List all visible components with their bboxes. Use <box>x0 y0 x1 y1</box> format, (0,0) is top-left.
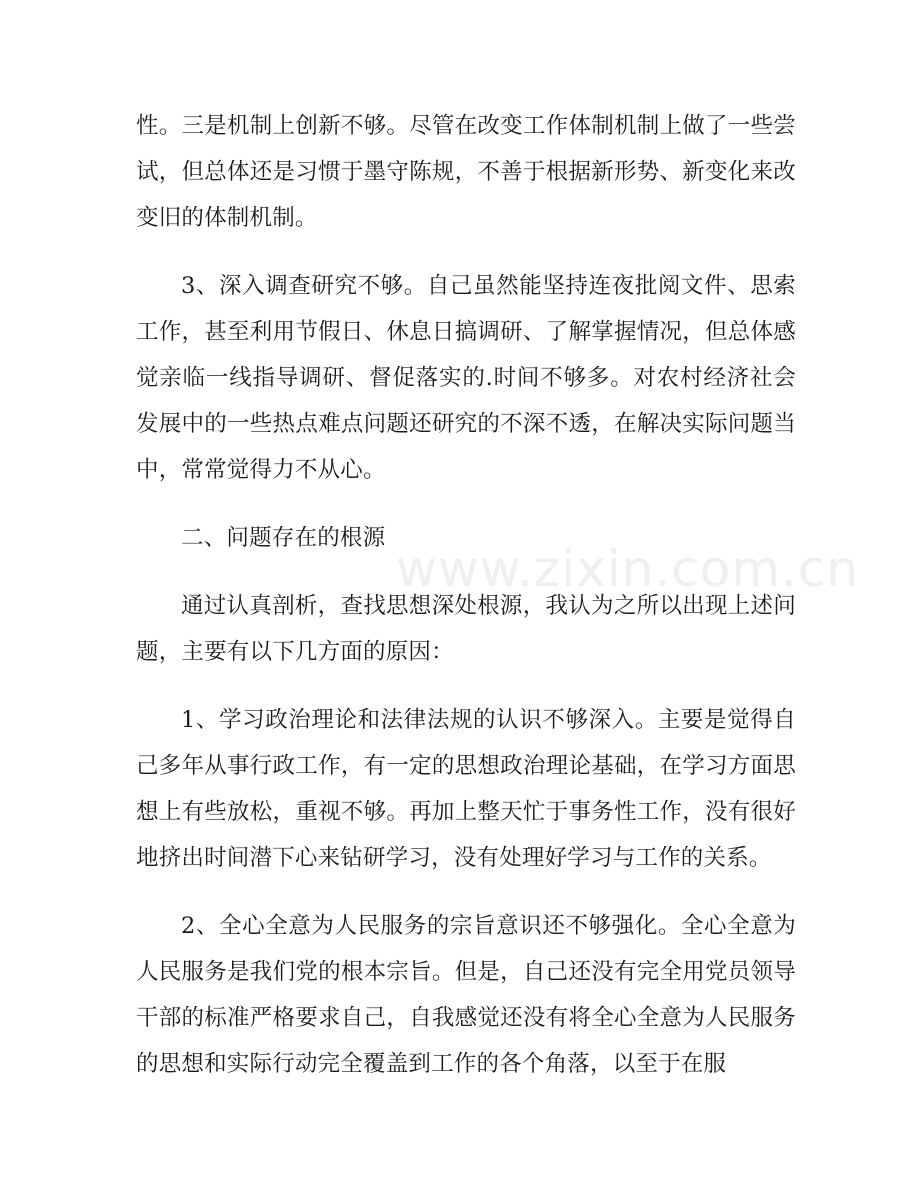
paragraph-4: 1、学习政治理论和法律法规的认识不够深入。主要是觉得自己多年从事行政工作，有一定的思想政治理论基础，在学习方面思想上有些放松，重视不够。再加上整天忙于事务性工作，没有很好地挤出时间潜下心来钻研学习，没有处理好学习与工作的关系。 <box>136 707 796 871</box>
paragraph-1: 性。三是机制上创新不够。尽管在改变工作体制机制上做了一些尝试，但总体还是习惯于墨守陈规，不善于根据新形势、新变化来改变旧的体制机制。 <box>136 113 796 231</box>
section-heading: 二、问题存在的根源 <box>181 525 386 551</box>
document-body <box>136 103 796 1109</box>
watermark: www.zixin.com.cn <box>396 540 860 598</box>
paragraph-2: 3、深入调查研究不够。自己虽然能坚持连夜批阅文件、思索工作，甚至利用节假日、休息日搞调研、了解掌握情况，但总体感觉亲临一线指导调研、督促落实的.时间不够多。对农村经济社会发展中的一些热点难点问题还研究的不深不透，在解决实际问题当中，常常觉得力不从心。 <box>136 273 796 483</box>
paragraph-3: 通过认真剖析，查找思想深处根源，我认为之所以出现上述问题，主要有以下几方面的原因： <box>136 593 796 665</box>
paragraph-5: 2、全心全意为人民服务的宗旨意识还不够强化。全心全意为人民服务是我们党的根本宗旨。但是，自己还没有完全用党员领导干部的标准严格要求自己，自我感觉还没有将全心全意为人民服务的思想和实际行动完全覆盖到工作的各个角落，以至于在服 <box>136 913 796 1077</box>
